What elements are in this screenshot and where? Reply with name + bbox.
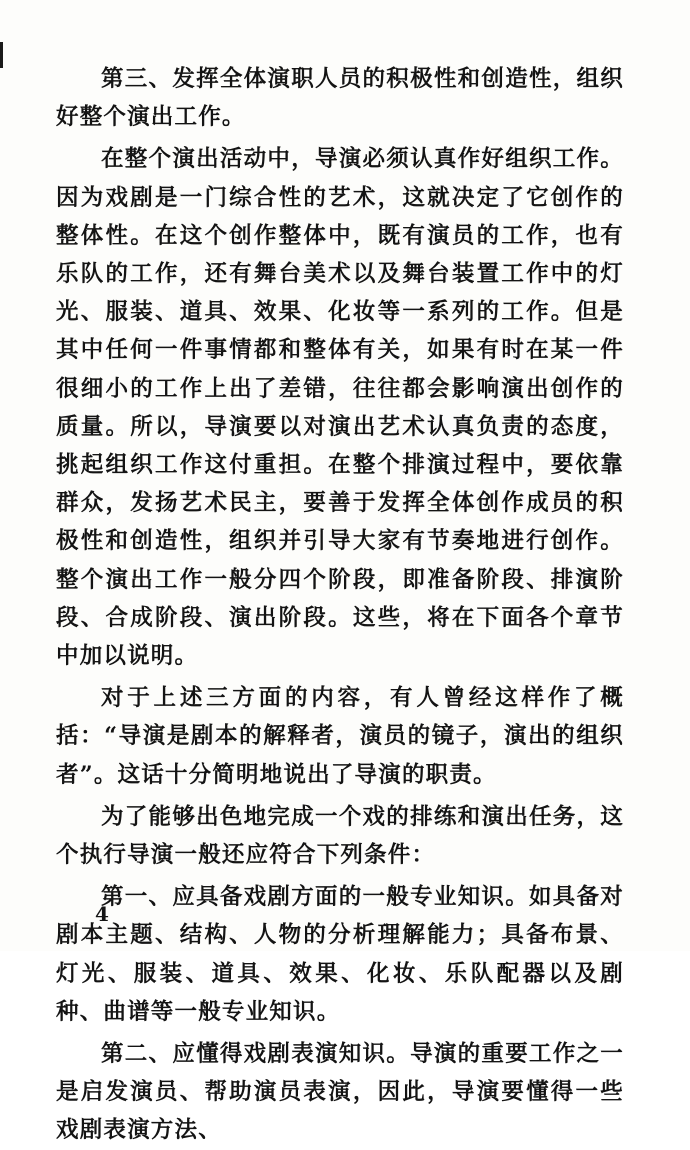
page-number: 4	[95, 902, 109, 926]
paragraph-condition-second: 第二、应懂得戏剧表演知识。导演的重要工作之一是启发演员、帮助演员表演，因此，导演要懂得一些戏剧表演方法、	[56, 1041, 624, 1144]
body-text	[56, 60, 624, 1150]
paragraph-organization-work: 在整个演出活动中，导演必须认真作好组织工作。因为戏剧是一门综合性的艺术，这就决定了它创作的整体性。在这个创作整体中，既有演员的工作，也有乐队的工作，还有舞台美术以及舞台装置工作中的灯光、服装、道具、效果、化妆等一系列的工作。但是其中任何一件事情都和整体有关，如果有时在某一件很细小的工作上出了差错，往往都会影响演出创作的质量。所以，导演要以对演出艺术认真负责的态度，挑起组织工作这付重担。在整个排演过程中，要依靠群众，发扬艺术民主，要善于发挥全体创作成员的积极性和创造性，组织并引导大家有节奏地进行创作。整个演出工作一般分四个阶段，即准备阶段、排演阶段、合成阶段、演出阶段。这些，将在下面各个章节中加以说明。	[56, 146, 624, 670]
paragraph-summary-quote: 对于上述三方面的内容，有人曾经这样作了概括：“导演是剧本的解释者，演员的镜子，演出的组织者”。这话十分简明地说出了导演的职责。	[56, 685, 624, 788]
scan-edge-mark	[0, 42, 3, 68]
paragraph-condition-first: 第一、应具备戏剧方面的一般专业知识。如具备对剧本主题、结构、人物的分析理解能力；具备布景、灯光、服装、道具、效果、化妆、乐队配器以及剧种、曲谱等一般专业知识。	[56, 884, 624, 1025]
paragraph-heading-third: 第三、发挥全体演职人员的积极性和创造性，组织好整个演出工作。	[56, 66, 624, 131]
paragraph-conditions-intro: 为了能够出色地完成一个戏的排练和演出任务，这个执行导演一般还应符合下列条件：	[56, 803, 624, 869]
